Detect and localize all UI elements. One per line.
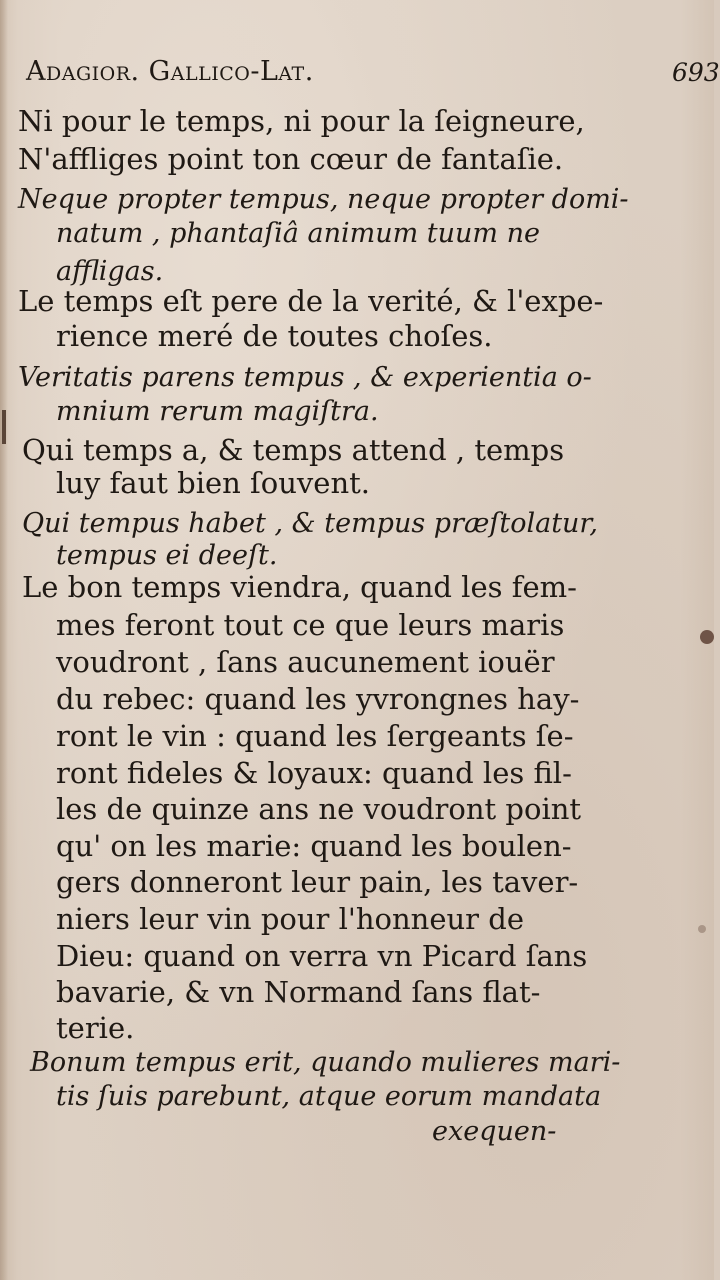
- text-line: Neque propter tempus, neque propter domi-: [18, 184, 629, 215]
- text-line: Qui temps a, & temps attend , temps: [22, 433, 565, 467]
- text-line: voudront , ſans aucunement iouër: [56, 645, 555, 679]
- text-line: les de quinze ans ne voudront point: [56, 792, 582, 826]
- text-line: Qui tempus habet , & tempus præſtolatur,: [22, 508, 598, 539]
- text-line: N'affliges point ton cœur de fantaſie.: [18, 142, 564, 176]
- paper-foxing-spot: [698, 925, 706, 933]
- text-line: Bonum tempus erit, quando mulieres mari-: [30, 1047, 621, 1078]
- text-line: luy faut bien ſouvent.: [56, 466, 370, 500]
- text-line: tempus ei deeſt.: [56, 540, 278, 571]
- margin-mark: [2, 410, 6, 444]
- text-line: ront le vin : quand les ſergeants ſe-: [56, 719, 574, 753]
- text-line: qu' on les marie: quand les boulen-: [56, 829, 572, 863]
- text-line: Ni pour le temps, ni pour la ſeigneure,: [18, 104, 585, 138]
- text-line: bavarie, & vn Normand ſans flat-: [56, 975, 541, 1009]
- text-line: tis ſuis parebunt, atque eorum mandata: [56, 1081, 602, 1112]
- text-line: affligas.: [56, 256, 164, 287]
- text-line: du rebec: quand les yvrongnes hay-: [56, 682, 580, 716]
- text-line: mnium rerum magiſtra.: [56, 396, 379, 427]
- text-line: mes feront tout ce que leurs maris: [56, 608, 565, 642]
- text-line: rience meré de toutes choſes.: [56, 319, 493, 353]
- page-edge-shadow: [0, 0, 8, 1280]
- text-line: Dieu: quand on verra vn Picard ſans: [56, 939, 588, 973]
- text-line: Le bon temps viendra, quand les fem-: [22, 570, 577, 604]
- text-line: terie.: [56, 1011, 135, 1045]
- text-line: exequen-: [432, 1116, 557, 1147]
- ink-stain: [700, 630, 714, 644]
- text-line: natum , phantaſiâ animum tuum ne: [56, 218, 540, 249]
- text-line: Veritatis parens tempus , & experientia o-: [18, 362, 592, 393]
- text-line: gers donneront leur pain, les taver-: [56, 865, 579, 899]
- running-title: Adagior. Gallico-Lat.: [26, 56, 314, 87]
- text-line: niers leur vin pour l'honneur de: [56, 902, 524, 936]
- text-line: ront fideles & loyaux: quand les fil-: [56, 756, 572, 790]
- page-number: 693: [672, 58, 720, 87]
- text-line: Le temps eſt pere de la verité, & l'expe-: [18, 284, 604, 318]
